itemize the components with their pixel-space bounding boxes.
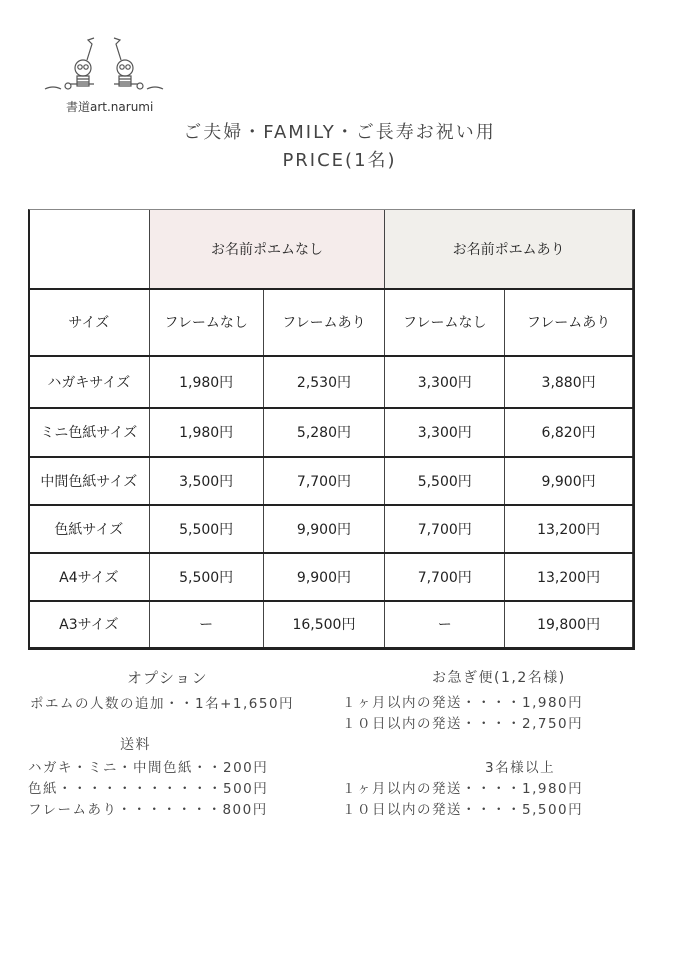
price-cell: 5,280円 xyxy=(263,408,385,457)
express-item: １０日以内の発送・・・・2,750円 xyxy=(342,716,584,732)
price-cell: 9,900円 xyxy=(505,457,633,505)
logo-text: 書道art.narumi xyxy=(66,100,154,114)
price-cell: 5,500円 xyxy=(149,553,263,601)
price-cell: ー xyxy=(385,601,505,648)
price-cell: 13,200円 xyxy=(505,553,633,601)
table-row xyxy=(29,553,633,601)
price-cell: 3,880円 xyxy=(505,356,633,408)
group-header-with-poem: お名前ポエムあり xyxy=(385,210,633,289)
empty-corner-cell xyxy=(29,210,150,289)
subheader-no-frame: フレームなし xyxy=(385,289,505,356)
price-cell: 1,980円 xyxy=(149,356,263,408)
options-title: オプション xyxy=(127,669,209,687)
price-table xyxy=(28,209,633,649)
subheader-size: サイズ xyxy=(29,289,150,356)
express-item: １ヶ月以内の発送・・・・1,980円 xyxy=(342,695,584,711)
option-item: ポエムの人数の追加・・1名+1,650円 xyxy=(30,696,295,712)
subheader-row xyxy=(29,289,633,356)
price-cell: ー xyxy=(149,601,263,648)
price-cell: 7,700円 xyxy=(263,457,385,505)
table-row xyxy=(29,457,633,505)
size-label: ハガキサイズ xyxy=(29,356,150,408)
shipping-item: ハガキ・ミニ・中間色紙・・200円 xyxy=(28,760,269,776)
price-cell: 5,500円 xyxy=(149,505,263,553)
price-cell: 3,300円 xyxy=(385,408,505,457)
price-cell: 7,700円 xyxy=(385,553,505,601)
price-cell: 19,800円 xyxy=(505,601,633,648)
size-label: A3サイズ xyxy=(29,601,150,648)
group-header-row xyxy=(29,210,633,289)
express-group-title: 3名様以上 xyxy=(485,760,556,776)
table-row xyxy=(29,505,633,553)
subheader-with-frame: フレームあり xyxy=(505,289,633,356)
size-label: 色紙サイズ xyxy=(29,505,150,553)
price-cell: 1,980円 xyxy=(149,408,263,457)
shipping-item: フレームあり・・・・・・・800円 xyxy=(28,802,268,818)
price-cell: 7,700円 xyxy=(385,505,505,553)
size-label: 中間色紙サイズ xyxy=(29,457,150,505)
express-group-item: １ヶ月以内の発送・・・・1,980円 xyxy=(342,781,584,797)
group-header-no-poem: お名前ポエムなし xyxy=(149,210,385,289)
subheader-no-frame: フレームなし xyxy=(149,289,263,356)
price-cell: 3,500円 xyxy=(149,457,263,505)
shipping-item: 色紙・・・・・・・・・・・500円 xyxy=(28,781,269,797)
table-row xyxy=(29,601,633,648)
price-cell: 16,500円 xyxy=(263,601,385,648)
price-cell: 6,820円 xyxy=(505,408,633,457)
price-cell: 3,300円 xyxy=(385,356,505,408)
price-cell: 9,900円 xyxy=(263,505,385,553)
express-group-item: １０日以内の発送・・・・5,500円 xyxy=(342,802,584,818)
size-label: A4サイズ xyxy=(29,553,150,601)
price-cell: 9,900円 xyxy=(263,553,385,601)
shipping-title: 送料 xyxy=(120,737,151,753)
price-cell: 13,200円 xyxy=(505,505,633,553)
page-subtitle: PRICE(1名) xyxy=(282,150,397,171)
table-row xyxy=(29,356,633,408)
price-cell: 5,500円 xyxy=(385,457,505,505)
size-label: ミニ色紙サイズ xyxy=(29,408,150,457)
subheader-with-frame: フレームあり xyxy=(263,289,385,356)
express-title: お急ぎ便(1,2名様) xyxy=(432,670,566,686)
price-cell: 2,530円 xyxy=(263,356,385,408)
table-row xyxy=(29,408,633,457)
page-title: ご夫婦・FAMILY・ご長寿お祝い用 xyxy=(183,122,496,143)
